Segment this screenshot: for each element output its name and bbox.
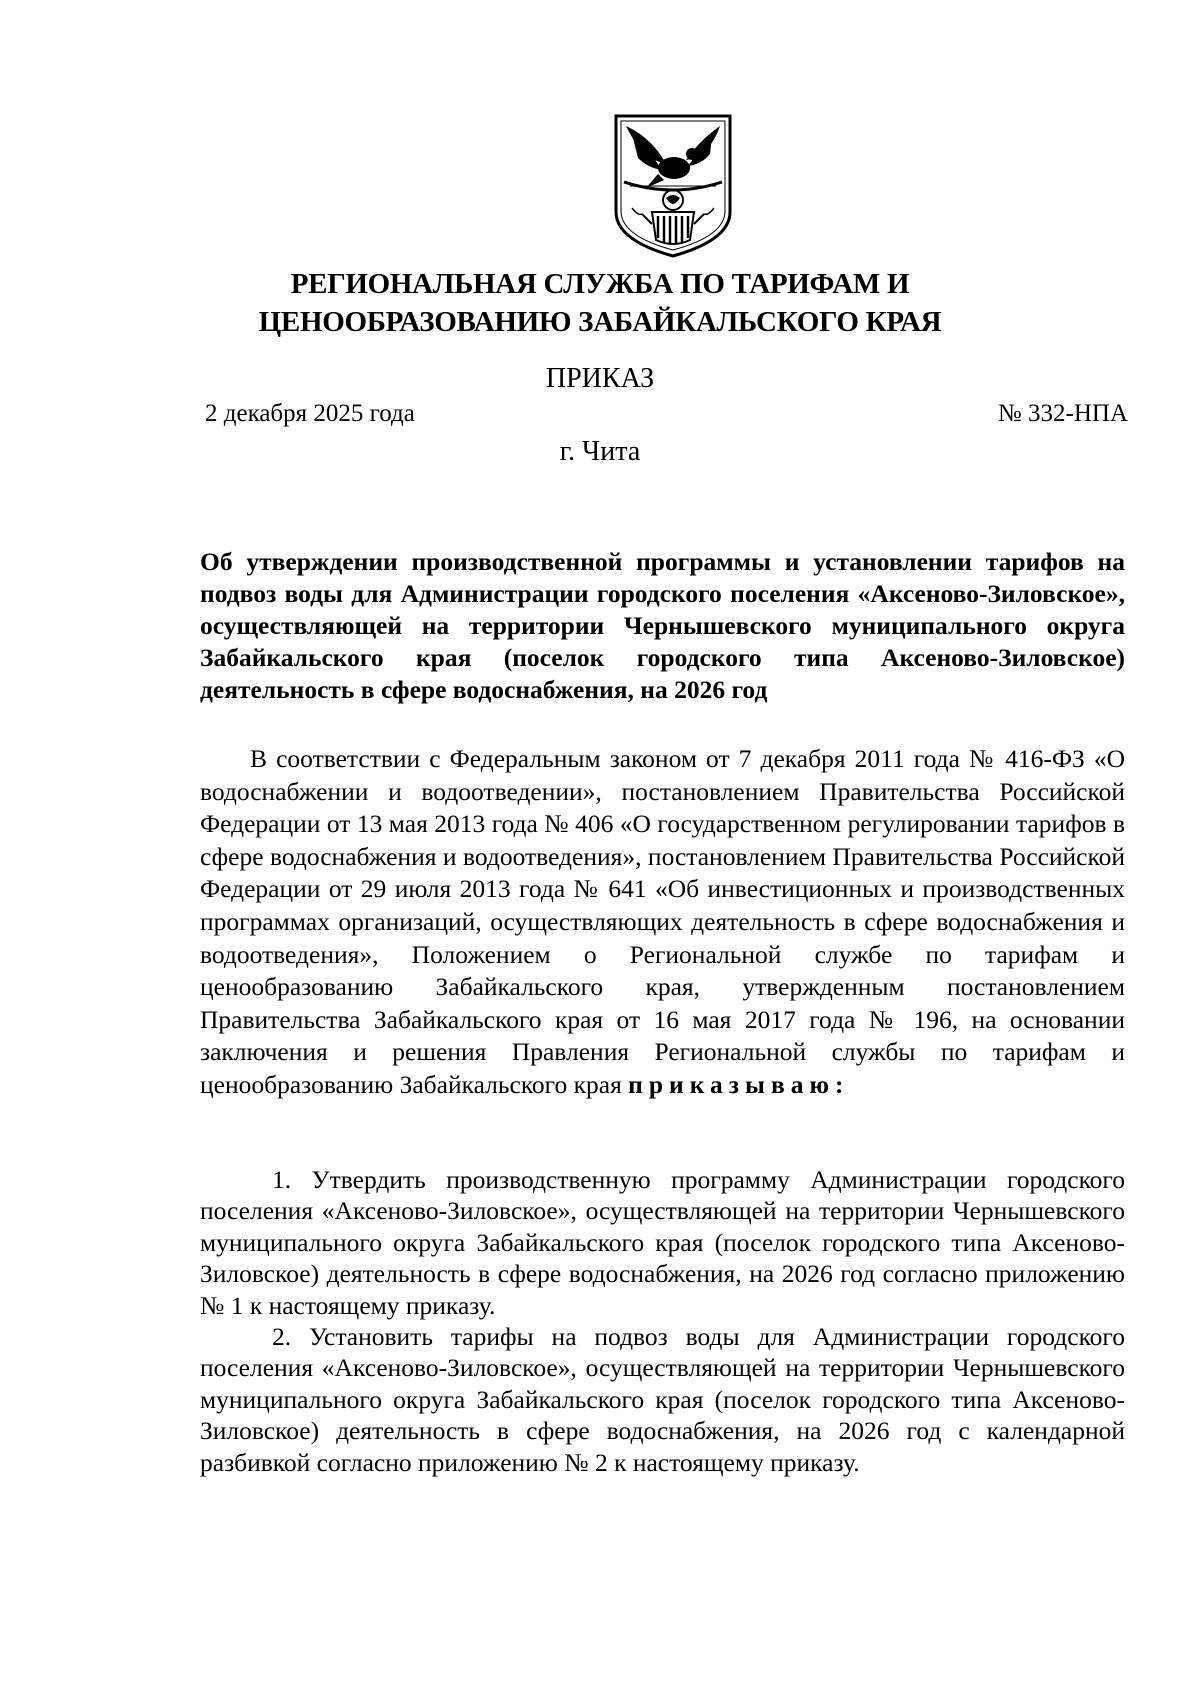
preamble (200, 743, 1125, 1102)
order-word: приказываю: (628, 1069, 850, 1099)
document-number: № 332-НПА (997, 400, 1128, 427)
order-item-2: 2. Установить тарифы на подвоз воды для Администрации городского поселения «Аксеново-Зиловское», осуществляющей на территории Чернышевского муниципального округа Забайкальского края (поселок городского типа Аксеново-Зиловское) деятельность в сфере водоснабжения, на 2026 год с календарной разбивкой согласно приложению № 2 к настоящему приказу. (200, 1322, 1125, 1477)
organization-name-line-2: ЦЕНООБРАЗОВАНИЮ ЗАБАЙКАЛЬСКОГО КРАЯ (258, 306, 942, 338)
document-city: г. Чита (559, 436, 641, 467)
organization-name (180, 265, 1020, 341)
order-item-1: 1. Утвердить производственную программу Администрации городского поселения «Аксеново-Зиловское», осуществляющей на территории Чернышевского муниципального округа Забайкальского края (поселок городского типа Аксеново-Зиловское) деятельность в сфере водоснабжения, на 2026 год согласно приложению № 1 к настоящему приказу. (200, 1165, 1125, 1320)
order-items (200, 1164, 1125, 1478)
document-subject: Об утверждении производственной программы и установлении тарифов на подвоз воды для Администрации городского поселения «Аксеново-Зиловское», осуществляющей на территории Чернышевского муниципального округа Забайкальского края (поселок городского типа Аксеново-Зиловское) деятельность в сфере водоснабжения, на 2026 год (200, 547, 1125, 704)
preamble-text: В соответствии с Федеральным законом от 7 декабря 2011 года № 416-ФЗ «О водоснабжении и водоотведении», постановлением Правительства Российской Федерации от 13 мая 2013 года № 406 «О государственном регулировании тарифов в сфере водоснабжения и водоотведения», постановлением Правительства Российской Федерации от 29 июля 2013 года № 641 «Об инвестиционных и производственных программах организаций, осуществляющих деятельность в сфере водоснабжения и водоотведения», Положением о Региональной службе по тарифам и ценообразованию Забайкальского края, утвержденным постановлением Правительства Забайкальского края от 16 мая 2017 года № 196, на основании заключения и решения Правления Региональной службы по тарифам и ценообразованию Забайкальского края (200, 744, 1125, 1099)
document-date: 2 декабря 2025 года (205, 400, 415, 427)
preamble-paragraph (200, 743, 1125, 1102)
coat-of-arms-icon (612, 112, 734, 258)
document-type: ПРИКАЗ (545, 363, 655, 394)
organization-name-line-1: РЕГИОНАЛЬНАЯ СЛУЖБА ПО ТАРИФАМ И (290, 268, 910, 300)
